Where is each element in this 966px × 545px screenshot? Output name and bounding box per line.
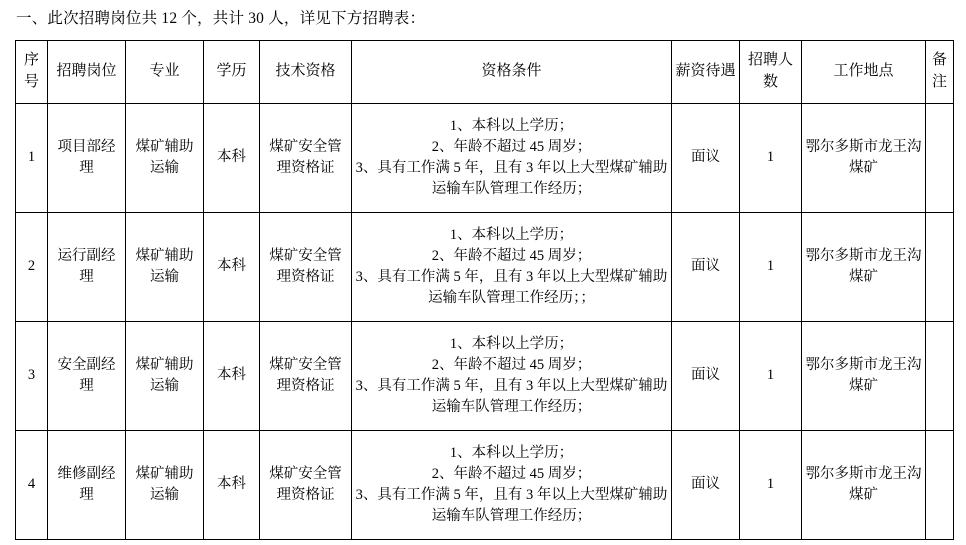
cell-education: 本科	[204, 430, 260, 539]
cell-headcount: 1	[740, 212, 802, 321]
cell-salary: 面议	[672, 321, 740, 430]
cell-remarks	[926, 430, 954, 539]
condition-line: 3、具有工作满 5 年，且有 3 年以上大型煤矿辅助运输车队管理工作经历；	[355, 377, 668, 415]
cell-work-location: 鄂尔多斯市龙王沟煤矿	[802, 321, 926, 430]
table-row	[16, 430, 954, 539]
cell-salary: 面议	[672, 103, 740, 212]
cell-technical-qualification: 煤矿安全管理资格证	[260, 430, 352, 539]
condition-line: 2、年龄不超过 45 周岁；	[431, 465, 592, 482]
condition-line: 2、年龄不超过 45 周岁；	[431, 247, 592, 264]
condition-line: 2、年龄不超过 45 周岁；	[431, 138, 592, 155]
cell-qualification-conditions	[352, 103, 672, 212]
cell-major: 煤矿辅助运输	[126, 212, 204, 321]
cell-seq: 2	[16, 212, 48, 321]
cell-education: 本科	[204, 212, 260, 321]
cell-post: 安全副经理	[48, 321, 126, 430]
condition-line: 1、本科以上学历；	[449, 117, 574, 134]
cell-work-location: 鄂尔多斯市龙王沟煤矿	[802, 430, 926, 539]
cell-remarks	[926, 212, 954, 321]
table-header-row	[16, 40, 954, 103]
column-header-salary: 薪资待遇	[672, 40, 740, 103]
table-row	[16, 103, 954, 212]
table-row	[16, 321, 954, 430]
intro-paragraph: 一、此次招聘岗位共 12 个，共计 30 人，详见下方招聘表：	[16, 10, 426, 27]
cell-remarks	[926, 321, 954, 430]
cell-education: 本科	[204, 103, 260, 212]
cell-salary: 面议	[672, 212, 740, 321]
column-header-qualification-conditions: 资格条件	[352, 40, 672, 103]
cell-headcount: 1	[740, 103, 802, 212]
cell-major: 煤矿辅助运输	[126, 430, 204, 539]
condition-line: 1、本科以上学历；	[449, 335, 574, 352]
cell-remarks	[926, 103, 954, 212]
cell-post: 项目部经理	[48, 103, 126, 212]
column-header-remarks: 备注	[926, 40, 954, 103]
cell-qualification-conditions	[352, 212, 672, 321]
column-header-major: 专业	[126, 40, 204, 103]
condition-line: 1、本科以上学历；	[449, 226, 574, 243]
condition-line: 3、具有工作满 5 年，且有 3 年以上大型煤矿辅助运输车队管理工作经历；	[355, 486, 668, 524]
cell-technical-qualification: 煤矿安全管理资格证	[260, 103, 352, 212]
column-header-post: 招聘岗位	[48, 40, 126, 103]
table-header	[16, 40, 954, 103]
cell-qualification-conditions	[352, 321, 672, 430]
condition-line: 3、具有工作满 5 年，且有 3 年以上大型煤矿辅助运输车队管理工作经历；；	[355, 268, 668, 306]
cell-seq: 4	[16, 430, 48, 539]
condition-line: 1、本科以上学历；	[449, 444, 574, 461]
cell-education: 本科	[204, 321, 260, 430]
column-header-education: 学历	[204, 40, 260, 103]
condition-line: 3、具有工作满 5 年，且有 3 年以上大型煤矿辅助运输车队管理工作经历；	[355, 159, 668, 197]
cell-qualification-conditions	[352, 430, 672, 539]
cell-post: 运行副经理	[48, 212, 126, 321]
cell-major: 煤矿辅助运输	[126, 321, 204, 430]
cell-salary: 面议	[672, 430, 740, 539]
column-header-technical-qualification: 技术资格	[260, 40, 352, 103]
cell-headcount: 1	[740, 430, 802, 539]
cell-seq: 1	[16, 103, 48, 212]
table-body	[16, 103, 954, 539]
recruitment-table	[15, 40, 954, 540]
column-header-work-location: 工作地点	[802, 40, 926, 103]
cell-post: 维修副经理	[48, 430, 126, 539]
cell-technical-qualification: 煤矿安全管理资格证	[260, 321, 352, 430]
condition-line: 2、年龄不超过 45 周岁；	[431, 356, 592, 373]
cell-work-location: 鄂尔多斯市龙王沟煤矿	[802, 103, 926, 212]
cell-major: 煤矿辅助运输	[126, 103, 204, 212]
column-header-seq: 序号	[16, 40, 48, 103]
cell-headcount: 1	[740, 321, 802, 430]
cell-work-location: 鄂尔多斯市龙王沟煤矿	[802, 212, 926, 321]
cell-seq: 3	[16, 321, 48, 430]
cell-technical-qualification: 煤矿安全管理资格证	[260, 212, 352, 321]
table-row	[16, 212, 954, 321]
column-header-headcount: 招聘人数	[740, 40, 802, 103]
